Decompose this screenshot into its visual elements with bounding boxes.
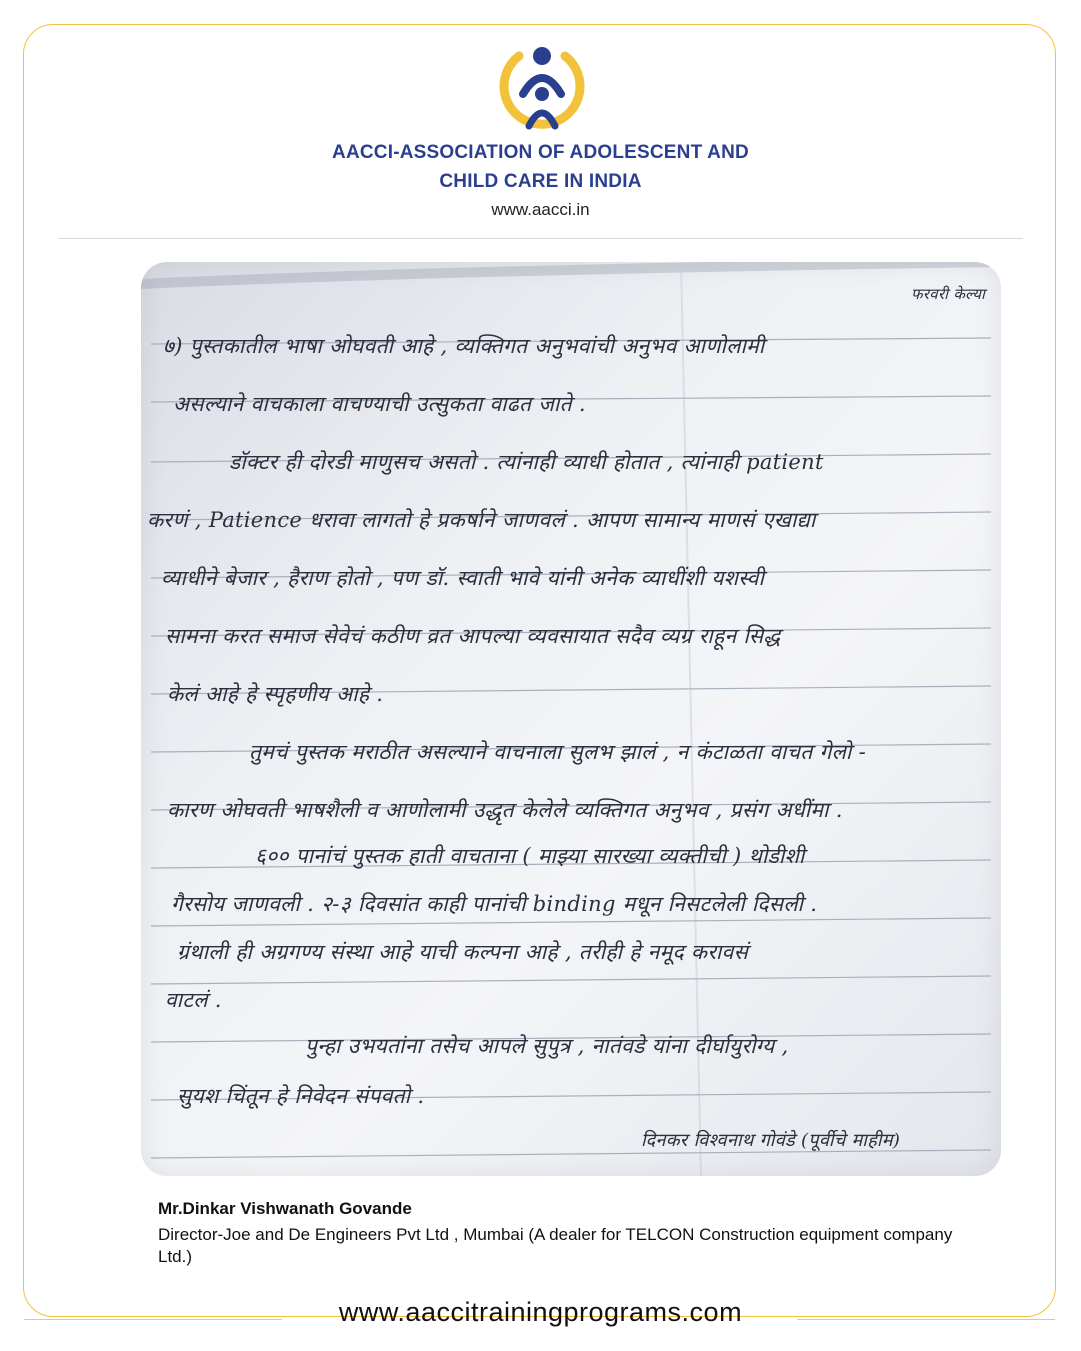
letter-signature: दिनकर विश्वनाथ गोवंडे (पूर्वीचे माहीम) <box>641 1130 901 1151</box>
letter-line: ६०० पानांचं पुस्तक हाती वाचताना ( माझ्या सारख्या व्यक्तीची ) थोडीशी <box>255 844 805 868</box>
handwritten-letter-photo <box>141 262 1001 1176</box>
letter-line: तुमचं पुस्तक मराठीत असल्याने वाचनाला सुलभ झालं , न कंटाळता वाचत गेलो - <box>249 740 867 764</box>
header-divider <box>58 238 1023 239</box>
organization-name-line2: CHILD CARE IN INDIA <box>439 171 642 192</box>
aacci-logo-icon <box>497 38 587 134</box>
letter-line: गैरसोय जाणवली . २-३ दिवसांत काही पानांची binding मधून निसटलेली दिसली . <box>171 892 818 916</box>
letter-line: सामना करत समाज सेवेचं कठीण व्रत आपल्या व्यवसायात सदैव व्यग्र राहून सिद्ध <box>165 624 781 648</box>
corner-note: फरवरी केल्या <box>911 285 986 303</box>
letter-line: व्याधीने बेजार , हैराण होतो , पण डॉ. स्वाती भावे यांनी अनेक व्याधींशी यशस्वी <box>161 566 765 590</box>
letter-line: सुयश चिंतून हे निवेदन संपवतो . <box>177 1084 425 1108</box>
footer-website[interactable]: www.aaccitrainingprograms.com <box>338 1297 743 1327</box>
letter-line: वाटलं . <box>165 988 222 1012</box>
signatory-name: Mr.Dinkar Vishwanath Govande <box>158 1199 412 1218</box>
letter-line: ७) पुस्तकातील भाषा ओघवती आहे , व्यक्तिगत अनुभवांची अनुभव आणोलामी <box>163 334 765 358</box>
letter-line: पुन्हा उभयतांना तसेच आपले सुपुत्र , नातंवडे यांना दीर्घायुरोग्य , <box>305 1034 789 1058</box>
signatory-description: Director-Joe and De Engineers Pvt Ltd , Mumbai (A dealer for TELCON Construction equipment company Ltd.) <box>158 1225 953 1266</box>
letter-line: करणं , Patience धरावा लागतो हे प्रकर्षाने जाणवलं . आपण सामान्य माणसं एखाद्या <box>147 508 816 532</box>
letter-line: ग्रंथाली ही अग्रगण्य संस्था आहे याची कल्पना आहे , तरीही हे नमूद करावसं <box>177 940 749 964</box>
organization-name <box>0 138 1081 196</box>
letter-line: डॉक्टर ही दोरडी माणुसच असतो . त्यांनाही व्याधी होतात , त्यांनाही patient <box>229 450 824 474</box>
letter-line: असल्याने वाचकाला वाचण्याची उत्सुकता वाढत जाते . <box>173 392 586 416</box>
letter-line: कारण ओघवती भाषशैली व आणोलामी उद्धृत केलेले व्यक्तिगत अनुभव , प्रसंग अधींमा . <box>167 798 843 822</box>
letter-line: केलं आहे हे स्पृहणीय आहे . <box>167 682 384 706</box>
organization-website[interactable]: www.aacci.in <box>491 200 590 219</box>
organization-name-line1: AACCI-ASSOCIATION OF ADOLESCENT AND <box>332 142 749 163</box>
